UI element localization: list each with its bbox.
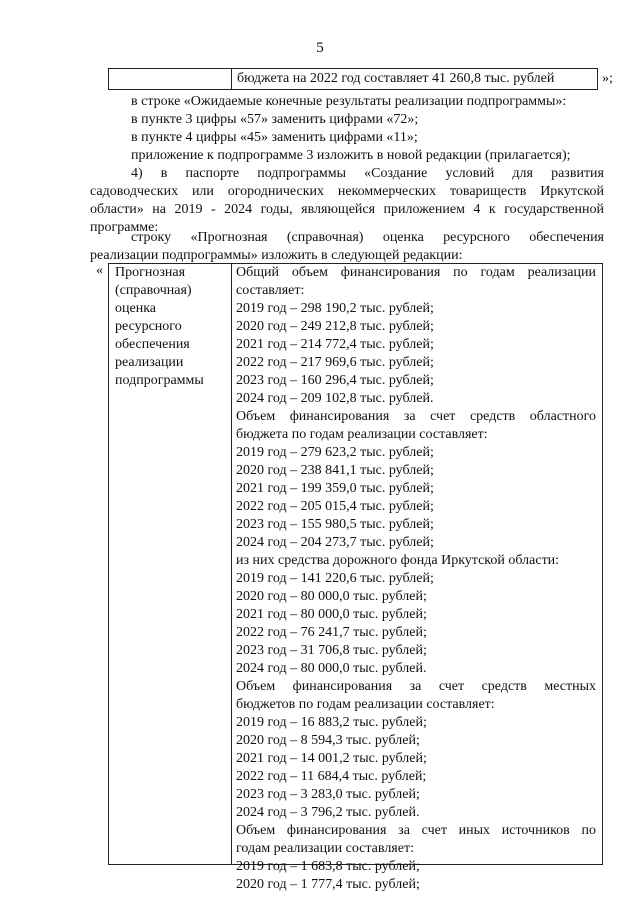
paragraph-row-line-1: строку «Прогнозная (справочная) оценка ресурсного обеспечения <box>131 230 604 245</box>
value-line: 2022 год – 11 684,4 тыс. рублей; <box>236 769 427 784</box>
value-line: 2019 год – 298 190,2 тыс. рублей; <box>236 301 434 316</box>
value-line: Объем финансирования за счет средств местных <box>236 679 596 694</box>
value-line: Объем финансирования за счет иных источников по <box>236 823 596 838</box>
value-line: составляет: <box>236 283 305 298</box>
value-line: Общий объем финансирования по годам реализации <box>236 265 596 280</box>
value-line: 2021 год – 80 000,0 тыс. рублей; <box>236 607 427 622</box>
label-line: оценка <box>115 301 157 316</box>
paragraph-row-line-2: реализации подпрограммы» изложить в следующей редакции: <box>90 248 463 263</box>
page-number: 5 <box>316 40 324 56</box>
previous-row-closing: »; <box>602 71 613 86</box>
value-line: 2024 год – 204 273,7 тыс. рублей; <box>236 535 434 550</box>
paragraph-item-4-line-1: 4) в паспорте подпрограммы «Создание условий для развития <box>131 166 604 181</box>
label-line: ресурсного <box>115 319 182 334</box>
value-line: 2020 год – 249 212,8 тыс. рублей; <box>236 319 434 334</box>
previous-table-row <box>108 68 598 90</box>
paragraph-item-4-line-4: программе: <box>90 220 159 235</box>
value-line: 2023 год – 155 980,5 тыс. рублей; <box>236 517 434 532</box>
value-line: из них средства дорожного фонда Иркутской области: <box>236 553 560 568</box>
value-line: 2019 год – 141 220,6 тыс. рублей; <box>236 571 434 586</box>
value-line: 2019 год – 1 683,8 тыс. рублей; <box>236 859 420 874</box>
value-line: 2023 год – 160 296,4 тыс. рублей; <box>236 373 434 388</box>
value-line: 2020 год – 238 841,1 тыс. рублей; <box>236 463 434 478</box>
paragraph-expected-results: в строке «Ожидаемые конечные результаты реализации подпрограммы»: <box>131 94 567 109</box>
paragraph-item-4-line-3: области» на 2019 - 2024 годы, являющейся приложением 4 к государственной <box>90 202 604 217</box>
label-line: реализации <box>115 355 184 370</box>
table-value-cell <box>236 264 596 894</box>
value-line: 2021 год – 14 001,2 тыс. рублей; <box>236 751 427 766</box>
table-open-quote: « <box>96 263 103 278</box>
value-line: бюджетов по годам реализации составляет: <box>236 697 495 712</box>
value-line: Объем финансирования за счет средств областного <box>236 409 596 424</box>
value-line: 2023 год – 31 706,8 тыс. рублей; <box>236 643 427 658</box>
value-line: 2022 год – 205 015,4 тыс. рублей; <box>236 499 434 514</box>
value-line: 2021 год – 214 772,4 тыс. рублей; <box>236 337 434 352</box>
paragraph-appendix: приложение к подпрограмме 3 изложить в новой редакции (прилагается); <box>131 148 571 163</box>
value-line: 2024 год – 80 000,0 тыс. рублей. <box>236 661 427 676</box>
label-line: Прогнозная <box>115 265 186 280</box>
value-line: 2022 год – 76 241,7 тыс. рублей; <box>236 625 427 640</box>
paragraph-item-4-line-2: садоводческих или огороднических некоммерческих товариществ Иркутской <box>90 184 604 199</box>
value-line: бюджета по годам реализации составляет: <box>236 427 488 442</box>
label-line: (справочная) <box>115 283 192 298</box>
value-line: 2022 год – 217 969,6 тыс. рублей; <box>236 355 434 370</box>
value-line: 2020 год – 1 777,4 тыс. рублей; <box>236 877 420 892</box>
column-divider <box>231 264 232 864</box>
paragraph-point-4: в пункте 4 цифры «45» заменить цифрами «11»; <box>131 130 418 145</box>
label-line: подпрограммы <box>115 373 204 388</box>
table-label-cell <box>115 264 227 390</box>
value-line: 2020 год – 80 000,0 тыс. рублей; <box>236 589 427 604</box>
value-line: 2023 год – 3 283,0 тыс. рублей; <box>236 787 420 802</box>
value-line: 2021 год – 199 359,0 тыс. рублей; <box>236 481 434 496</box>
value-line: 2019 год – 16 883,2 тыс. рублей; <box>236 715 427 730</box>
resource-table <box>108 263 603 892</box>
column-divider <box>231 69 232 89</box>
paragraph-point-3: в пункте 3 цифры «57» заменить цифрами «72»; <box>131 112 419 127</box>
value-line: 2020 год – 8 594,3 тыс. рублей; <box>236 733 420 748</box>
label-line: обеспечения <box>115 337 190 352</box>
previous-row-text: бюджета на 2022 год составляет 41 260,8 тыс. рублей <box>237 71 555 86</box>
value-line: годам реализации составляет: <box>236 841 414 856</box>
value-line: 2019 год – 279 623,2 тыс. рублей; <box>236 445 434 460</box>
value-line: 2024 год – 3 796,2 тыс. рублей. <box>236 805 420 820</box>
value-line: 2024 год – 209 102,8 тыс. рублей. <box>236 391 434 406</box>
